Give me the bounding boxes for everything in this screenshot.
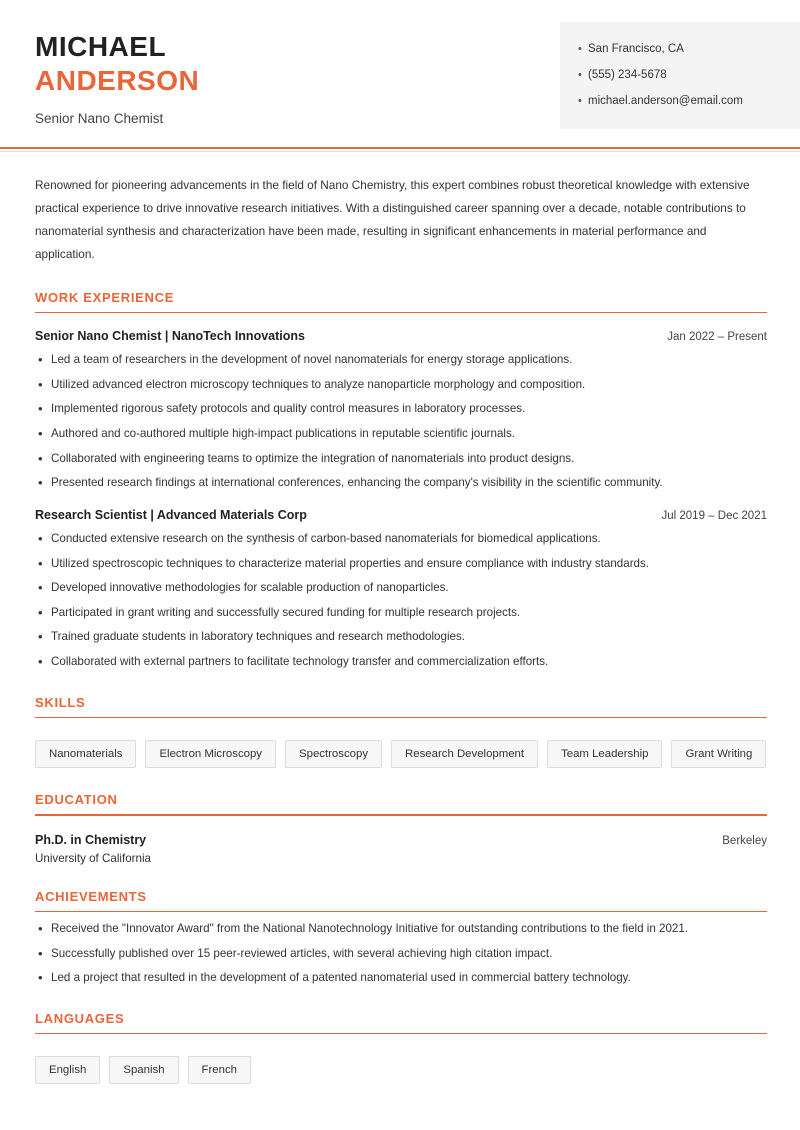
skill-chip: Spectroscopy: [285, 740, 382, 768]
section-skills: [35, 695, 767, 769]
achievement-item: • Received the "Innovator Award" from the National Nanotechnology Initiative for outstanding contributions to the field in 2021.: [35, 920, 767, 938]
skill-chip: Team Leadership: [547, 740, 662, 768]
job-dates: Jul 2019 – Dec 2021: [661, 509, 767, 522]
language-chip: Spanish: [109, 1056, 178, 1084]
contact-panel: [560, 22, 800, 129]
header-thin-divider: [0, 151, 800, 152]
skill-chip: Grant Writing: [671, 740, 766, 768]
section-divider: [35, 717, 767, 719]
contact-phone: [578, 62, 784, 88]
location-icon: •: [578, 42, 582, 55]
section-title-work-experience: WORK EXPERIENCE: [35, 289, 175, 305]
job-entry: [35, 508, 767, 671]
section-languages: [35, 1011, 767, 1085]
achievement-item: • Led a project that resulted in the development of a patented nanomaterial used in commercial battery technology.: [35, 969, 767, 987]
job-bullet: • Developed innovative methodologies for scalable production of nanoparticles.: [35, 579, 767, 597]
section-title-skills: SKILLS: [35, 694, 86, 710]
language-chip: French: [188, 1056, 251, 1084]
languages-chip-list: [35, 1056, 767, 1084]
skill-chip: Electron Microscopy: [145, 740, 276, 768]
achievement-item: • Successfully published over 15 peer-reviewed articles, with several achieving high citation impact.: [35, 945, 767, 963]
skill-chip: Nanomaterials: [35, 740, 136, 768]
section-divider: [35, 911, 767, 913]
contact-location: [578, 36, 784, 62]
education-entry: [35, 833, 767, 865]
resume-body: [0, 174, 800, 1125]
job-header: [35, 508, 767, 522]
job-bullet: • Led a team of researchers in the development of novel nanomaterials for energy storage applications.: [35, 351, 767, 369]
first-name: MICHAEL: [35, 31, 167, 62]
education-location: Berkeley: [722, 834, 767, 847]
job-bullet: • Collaborated with external partners to facilitate technology transfer and commercialization efforts.: [35, 653, 767, 671]
job-bullet: • Implemented rigorous safety protocols and quality control measures in laboratory processes.: [35, 400, 767, 418]
job-entry: [35, 329, 767, 492]
education-header: [35, 833, 767, 847]
section-divider: [35, 1033, 767, 1035]
email-icon: •: [578, 95, 582, 107]
job-dates: Jan 2022 – Present: [667, 331, 767, 344]
contact-location-text: San Francisco, CA: [588, 42, 684, 55]
job-bullets: [35, 530, 767, 671]
section-title-education: EDUCATION: [35, 792, 118, 808]
job-bullet: • Utilized spectroscopic techniques to characterize material properties and ensure compliance with industry standards.: [35, 555, 767, 573]
job-bullet: • Conducted extensive research on the synthesis of carbon-based nanomaterials for biomedical applications.: [35, 530, 767, 548]
job-bullet: • Authored and co-authored multiple high-impact publications in reputable scientific journals.: [35, 425, 767, 443]
professional-summary: Renowned for pioneering advancements in the field of Nano Chemistry, this expert combines robust theoretical knowledge with extensive practical experience to drive innovative research initiatives. With a distinguished career spanning over a decade, notable contributions to nanomaterial synthesis and characterization have been made, resulting in significant enhancements in material performance and application.: [35, 177, 750, 261]
section-achievements: [35, 889, 767, 987]
job-role: Research Scientist | Advanced Materials Corp: [35, 507, 307, 522]
section-education: [35, 792, 767, 865]
job-bullet: • Utilized advanced electron microscopy techniques to analyze nanoparticle morphology and composition.: [35, 376, 767, 394]
job-header: [35, 329, 767, 343]
section-title-achievements: ACHIEVEMENTS: [35, 888, 147, 904]
phone-icon: •: [578, 68, 582, 81]
header-identity: [0, 22, 560, 126]
job-role: Senior Nano Chemist | NanoTech Innovations: [35, 329, 305, 344]
contact-email[interactable]: [578, 89, 784, 115]
header-job-title: Senior Nano Chemist: [35, 111, 164, 127]
resume-header: [0, 0, 800, 129]
job-bullets: [35, 351, 767, 492]
education-degree: Ph.D. in Chemistry: [35, 832, 147, 847]
language-chip: English: [35, 1056, 100, 1084]
section-divider: [35, 312, 767, 314]
job-bullet: • Trained graduate students in laboratory techniques and research methodologies.: [35, 628, 767, 646]
section-title-languages: LANGUAGES: [35, 1010, 125, 1026]
achievement-list: [35, 920, 767, 987]
contact-phone-text: (555) 234-5678: [588, 68, 667, 81]
skills-chip-list: [35, 740, 767, 768]
job-bullet: • Participated in grant writing and successfully secured funding for multiple research projects.: [35, 604, 767, 622]
section-work-experience: [35, 290, 767, 671]
last-name: ANDERSON: [35, 65, 200, 97]
header-accent-divider: [0, 147, 800, 149]
job-bullet: • Presented research findings at international conferences, enhancing the company's visibility in the scientific community.: [35, 474, 767, 492]
contact-email-text[interactable]: michael.anderson@email.com: [588, 95, 743, 107]
section-divider: [35, 814, 767, 816]
job-bullet: • Collaborated with engineering teams to optimize the integration of nanomaterials into product designs.: [35, 450, 767, 468]
skill-chip: Research Development: [391, 740, 538, 768]
education-school: University of California: [35, 851, 151, 865]
